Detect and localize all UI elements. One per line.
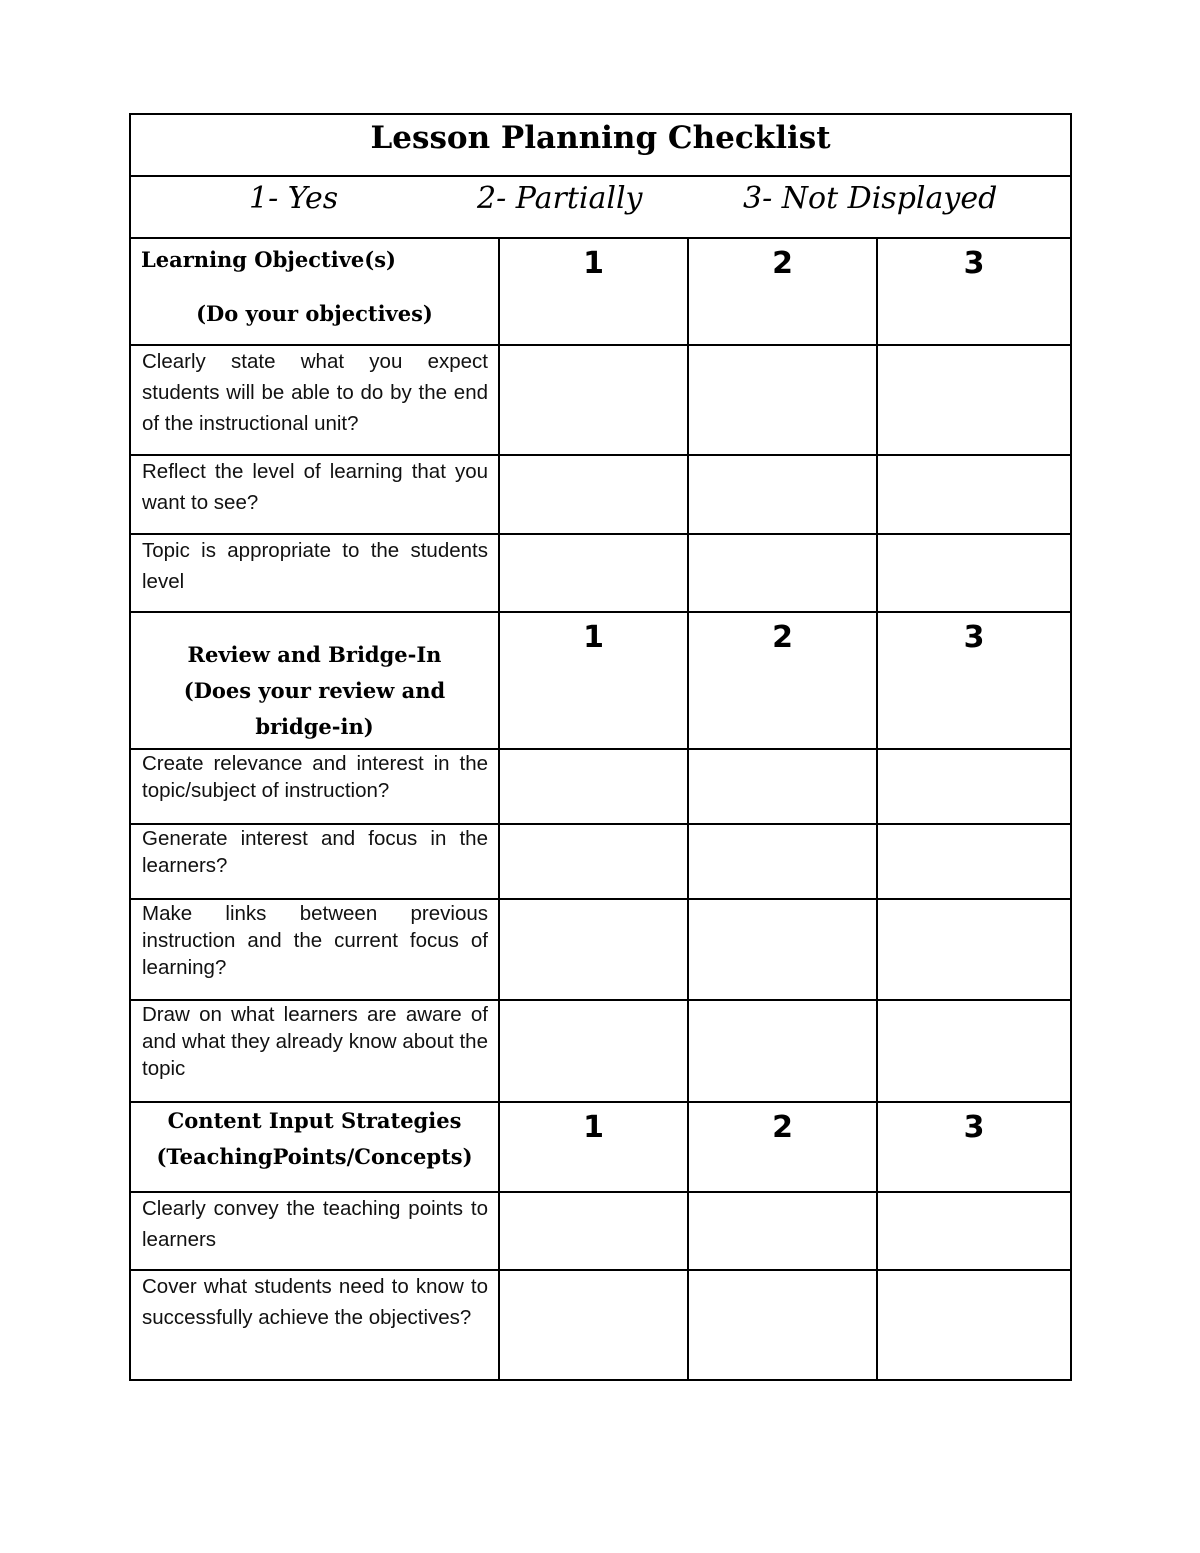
rating-cell-not-displayed[interactable]: [877, 455, 1071, 534]
rating-cell-partially[interactable]: [688, 1270, 877, 1380]
rating-cell-not-displayed[interactable]: [877, 1192, 1071, 1270]
scale-yes: 1- Yes: [249, 181, 339, 216]
checklist-item: Clearly state what you expect students will be able to do by the end of the instructional unit?: [130, 345, 499, 455]
section-heading: [130, 1102, 499, 1192]
page-title: Lesson Planning Checklist: [130, 114, 1071, 176]
rating-cell-yes[interactable]: [499, 824, 688, 899]
rating-cell-not-displayed[interactable]: [877, 749, 1071, 824]
table-row: [130, 534, 1071, 612]
scale-row: [130, 176, 1071, 238]
rating-column-1: 1: [499, 1102, 688, 1192]
table-row: [130, 1270, 1071, 1380]
rating-cell-yes[interactable]: [499, 455, 688, 534]
section-heading: [130, 612, 499, 749]
checklist-item: Generate interest and focus in the learners?: [130, 824, 499, 899]
checklist-table: [129, 113, 1072, 1381]
scale-partially: 2- Partially: [477, 181, 643, 216]
rating-cell-yes[interactable]: [499, 1192, 688, 1270]
rating-column-1: 1: [499, 612, 688, 749]
rating-cell-yes[interactable]: [499, 899, 688, 1000]
rating-column-3: 3: [877, 1102, 1071, 1192]
checklist-item: Reflect the level of learning that you want to see?: [130, 455, 499, 534]
rating-cell-not-displayed[interactable]: [877, 1000, 1071, 1102]
rating-cell-partially[interactable]: [688, 1000, 877, 1102]
rating-cell-yes[interactable]: [499, 1000, 688, 1102]
section-heading: [130, 238, 499, 345]
checklist-item: Create relevance and interest in the topic/subject of instruction?: [130, 749, 499, 824]
rating-column-2: 2: [688, 238, 877, 345]
rating-cell-not-displayed[interactable]: [877, 1270, 1071, 1380]
checklist-item: Clearly convey the teaching points to learners: [130, 1192, 499, 1270]
section-header-row: [130, 238, 1071, 345]
rating-cell-yes[interactable]: [499, 345, 688, 455]
checklist-item: Make links between previous instruction and the current focus of learning?: [130, 899, 499, 1000]
section-header-row: [130, 612, 1071, 749]
rating-column-3: 3: [877, 612, 1071, 749]
rating-column-1: 1: [499, 238, 688, 345]
checklist-sheet: [129, 113, 1070, 1381]
rating-cell-not-displayed[interactable]: [877, 899, 1071, 1000]
rating-cell-partially[interactable]: [688, 749, 877, 824]
table-row: [130, 1000, 1071, 1102]
table-row: [130, 345, 1071, 455]
checklist-item: Topic is appropriate to the students level: [130, 534, 499, 612]
table-row: [130, 1192, 1071, 1270]
section-heading-subtitle: (TeachingPoints/Concepts): [156, 1144, 473, 1169]
rating-column-2: 2: [688, 612, 877, 749]
title-row: [130, 114, 1071, 176]
rating-cell-partially[interactable]: [688, 534, 877, 612]
rating-cell-not-displayed[interactable]: [877, 534, 1071, 612]
section-header-row: [130, 1102, 1071, 1192]
section-heading-title: Content Input Strategies: [167, 1108, 462, 1133]
table-row: [130, 899, 1071, 1000]
checklist-item: Draw on what learners are aware of and what they already know about the topic: [130, 1000, 499, 1102]
section-heading-subtitle: (Do your objectives): [196, 301, 433, 326]
checklist-item: Cover what students need to know to successfully achieve the objectives?: [130, 1270, 499, 1380]
rating-cell-yes[interactable]: [499, 1270, 688, 1380]
rating-cell-partially[interactable]: [688, 455, 877, 534]
rating-cell-not-displayed[interactable]: [877, 824, 1071, 899]
section-heading-title: Learning Objective(s): [141, 247, 396, 272]
table-row: [130, 749, 1071, 824]
rating-column-2: 2: [688, 1102, 877, 1192]
rating-cell-yes[interactable]: [499, 534, 688, 612]
table-row: [130, 455, 1071, 534]
rating-column-3: 3: [877, 238, 1071, 345]
rating-cell-partially[interactable]: [688, 1192, 877, 1270]
rating-cell-partially[interactable]: [688, 899, 877, 1000]
scale-not-displayed: 3- Not Displayed: [743, 181, 998, 216]
section-heading-subtitle: (Does your review and bridge-in): [183, 678, 446, 739]
rating-scale-legend: [130, 176, 1071, 238]
section-heading-title: Review and Bridge-In: [187, 642, 442, 667]
rating-cell-yes[interactable]: [499, 749, 688, 824]
rating-cell-partially[interactable]: [688, 824, 877, 899]
table-row: [130, 824, 1071, 899]
rating-cell-not-displayed[interactable]: [877, 345, 1071, 455]
rating-cell-partially[interactable]: [688, 345, 877, 455]
